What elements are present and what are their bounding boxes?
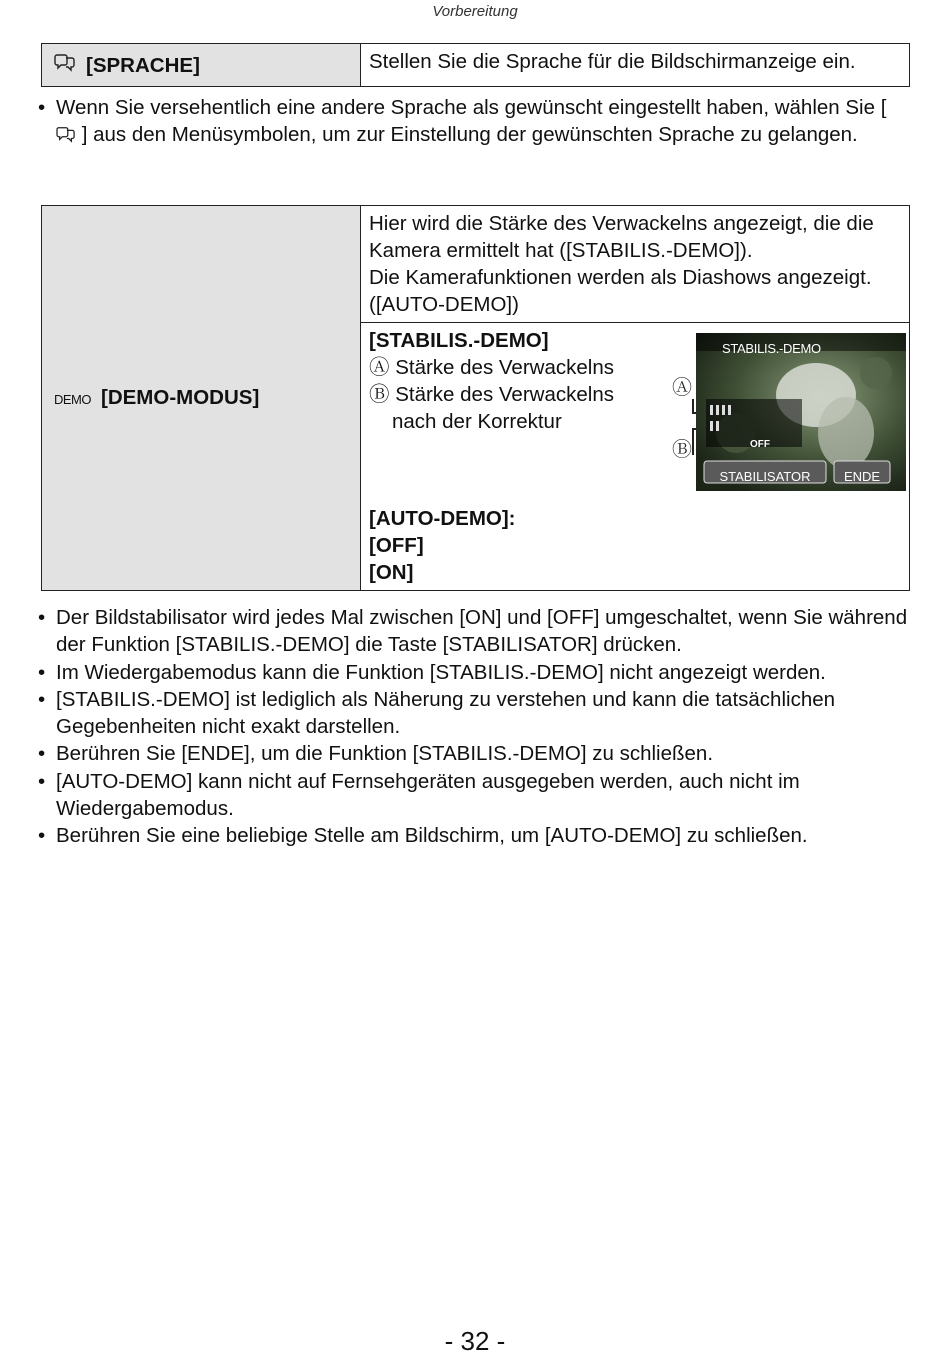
list-item: • Wenn Sie versehentlich eine andere Sprache als gewünscht eingestellt haben, wählen Sie [ ] aus den Menüsymbolen, um zur Einstellung der gewünschten Sprache zu gelangen. bbox=[38, 94, 910, 149]
demo-label: [DEMO-MODUS] bbox=[101, 386, 260, 409]
list-item: • Der Bildstabilisator wird jedes Mal zwischen [ON] und [OFF] umgeschaltet, wenn Sie während der Funktion [STABILIS.-DEMO] die Taste [STABILISATOR] drücken. bbox=[38, 604, 910, 659]
item-a: Ⓐ Stärke des Verwackelns bbox=[369, 356, 614, 379]
auto-demo-title: [AUTO-DEMO]: bbox=[369, 507, 516, 530]
auto-demo-off: [OFF] bbox=[369, 534, 424, 557]
demo-intro-cell bbox=[361, 206, 910, 323]
sprache-row bbox=[42, 44, 910, 87]
stabilisator-button: STABILISATOR bbox=[719, 469, 811, 484]
sprache-label: [SPRACHE] bbox=[86, 54, 200, 77]
language-icon bbox=[54, 52, 76, 77]
language-icon bbox=[56, 123, 76, 146]
camera-screen-image bbox=[696, 333, 906, 491]
auto-demo-cell bbox=[361, 497, 910, 591]
list-item: • Im Wiedergabemodus kann die Funktion [STABILIS.-DEMO] nicht angezeigt werden. bbox=[38, 659, 910, 686]
demo-table bbox=[41, 205, 910, 591]
item-b: Ⓑ Stärke des Verwackelns bbox=[369, 383, 614, 406]
list-item: • Berühren Sie [ENDE], um die Funktion [STABILIS.-DEMO] zu schließen. bbox=[38, 740, 910, 767]
top-bullet-list bbox=[38, 94, 910, 149]
item-b-cont: nach der Korrektur bbox=[392, 410, 562, 433]
sprache-description: Stellen Sie die Sprache für die Bildschirmanzeige ein. bbox=[361, 44, 910, 87]
ende-button: ENDE bbox=[843, 469, 881, 484]
page-header: Vorbereitung bbox=[432, 3, 518, 20]
screen-off-label: OFF bbox=[750, 439, 770, 450]
callout-a: Ⓐ bbox=[672, 377, 692, 399]
demo-icon: DEMO bbox=[54, 392, 91, 407]
list-item: • [STABILIS.-DEMO] ist lediglich als Näherung zu verstehen und kann die tatsächlichen Gegebenheiten nicht exakt darstellen. bbox=[38, 686, 910, 741]
demo-label-cell bbox=[42, 206, 361, 591]
list-item: • Berühren Sie eine beliebige Stelle am Bildschirm, um [AUTO-DEMO] zu schließen. bbox=[38, 822, 910, 849]
stabilis-cell bbox=[361, 323, 910, 498]
bottom-bullet-list bbox=[38, 604, 910, 850]
screen-title: STABILIS.-DEMO bbox=[722, 341, 821, 356]
sprache-label-cell bbox=[42, 44, 361, 87]
stabilis-title: [STABILIS.-DEMO] bbox=[369, 329, 549, 352]
demo-row-intro bbox=[42, 206, 910, 323]
auto-demo-on: [ON] bbox=[369, 561, 414, 584]
sprache-table bbox=[41, 43, 910, 87]
demo-intro-line-1: Hier wird die Stärke des Verwackelns angezeigt, die die Kamera ermittelt hat ([STABILIS.-DEMO]). bbox=[369, 212, 874, 262]
demo-intro-line-2: Die Kamerafunktionen werden als Diashows angezeigt. ([AUTO-DEMO]) bbox=[369, 266, 872, 316]
list-item: • [AUTO-DEMO] kann nicht auf Fernsehgeräten ausgegeben werden, auch nicht im Wiedergabemodus. bbox=[38, 768, 910, 823]
callout-b: Ⓑ bbox=[672, 439, 692, 461]
page-number: - 32 - bbox=[444, 1326, 506, 1356]
